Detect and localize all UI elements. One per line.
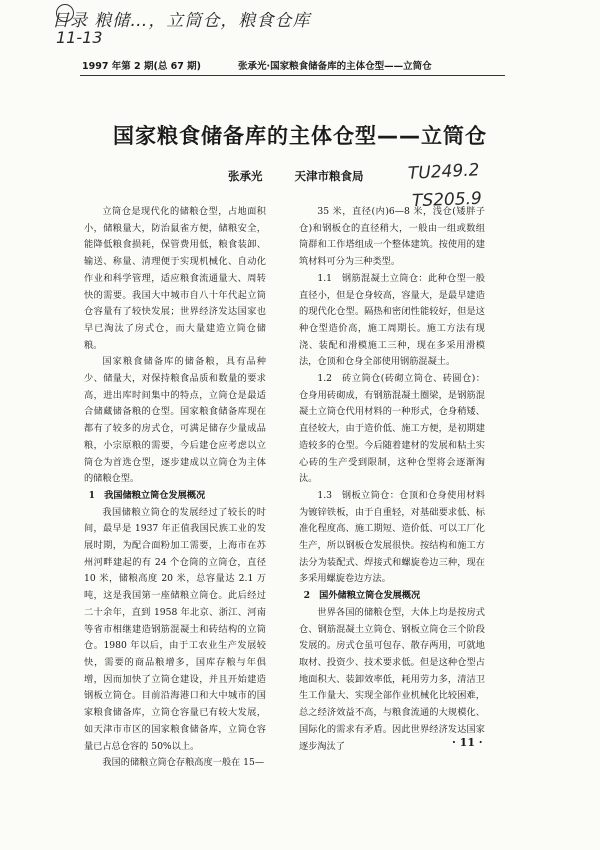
subsection-paragraph: 1.1 钢筋混凝土立筒仓：此种仓型一般直径小，但是仓身较高，容量大，是最早建造的现代化仓型。隔热和密闭性能较好，但是这种仓型造价高，施工周期长。施工方法有现浇、装配和滑模施工三种，现在多采用滑模法，仓顶和仓身全部使用钢筋混凝土。 xyxy=(299,272,485,368)
handwritten-keywords: 目录 粮储…，立筒仓，粮食仓库 xyxy=(52,11,311,31)
subsection-paragraph: 1.3 钢板立筒仓：仓顶和仓身使用材料为镀锌铁板，由于自重轻，对基础要求低、标准化程度高、施工期短、造价低、可以工厂化生产，所以钢板仓发展很快。按结构和施工方法分为装配式、焊接式和螺旋卷边三种，现在多采用螺旋卷边方法。 xyxy=(299,489,485,585)
paragraph: 我国的储粮立筒仓存粮高度一般在 15— xyxy=(102,757,265,769)
author-name: 张承光 xyxy=(228,169,263,183)
header-rule xyxy=(80,75,505,76)
handwritten-classification-2: TS205.9 xyxy=(411,188,483,212)
paragraph: 35 米，直径(内)6—8 米，浅仓(矮胖子仓)和钢板仓的直径稍大，一般由一组或数组筒群和工作塔组成一个整体建筑。按使用的建筑材料可分为三种类型。 xyxy=(299,206,485,268)
article-title: 国家粮食储备库的主体仓型——立筒仓 xyxy=(113,124,487,149)
page-number: · 11 · xyxy=(452,736,483,749)
subsection-paragraph: 1.2 砖立筒仓(砖砌立筒仓、砖圆仓)：仓身用砖砌成，有钢筋混凝土圈梁，是钢筋混凝土立筒仓代用材料的一种形式，仓身稍矮、直径较大，由于造价低、施工方便，是初期建造较多的仓型。今后随着建材的发展和粘土实心砖的生产受到限制，这种仓型将会逐渐淘汰。 xyxy=(299,373,485,485)
paragraph: 立筒仓是现代化的储粮仓型，占地面积小，储粮量大，防治鼠雀方便，储粮安全，能降低粮食损耗，保管费用低，粮食装卸、输送、称量、清理便于实现机械化、自动化作业和科学管理，适应粮食流通量大、周转快的需要。我国大中城市自八十年代起立筒仓容量有了较快发展；世界经济发达国家也早已淘汰了房式仓，而大量建造立筒仓储粮。 xyxy=(84,206,266,351)
running-header-issue: 1997 年第 2 期(总 67 期) xyxy=(82,61,201,72)
running-header-article: 张承光·国家粮食储备库的主体仓型——立筒仓 xyxy=(238,61,432,72)
paragraph: 我国储粮立筒仓的发展经过了较长的时间，最早是 1937 年正值我国民族工业的发展时期，为配合面粉加工需要，上海市在苏州河畔建起的有 24 个仓筒的立筒仓，直径 10 米，储粮高度 20 米，总容量达 2.1 万吨，这是我国第一座储粮立筒仓。此后经过二十余年，直到 1958 年北京、浙江、河南等省市相继建造钢筋混凝土和砖结构的立筒仓。1980 年以后，由于工农业生产发展较快，需要的商品粮增多，国库存粮与年俱增，因而加快了立筒仓建设，并且开始建造钢板立筒仓。目前沿海港口和大中城市的国家粮食储备库，立筒仓容量已有较大发展，如天津市市区的国家粮食储备库，立筒仓容量已占总仓容的 50%以上。 xyxy=(84,506,266,752)
author-affiliation: 天津市粮食局 xyxy=(294,169,364,183)
byline xyxy=(228,168,364,184)
right-column xyxy=(299,204,485,755)
paragraph: 国家粮食储备库的储备粮，具有品种少、储量大，对保持粮食品质和数量的要求高，进出库时间集中的特点，立筒仓是最适合储藏储备粮的仓型。国家粮食储备库现在都有了较多的房式仓，可满足储存少量成品粮，小宗原粮的需要，今后建仓应考虑以立筒仓为首选仓型，逐步建成以立筒仓为主体的储粮仓型。 xyxy=(84,356,266,485)
paragraph: 世界各国的储粮仓型，大体上均是按房式仓、钢筋混凝土立筒仓、钢板立筒仓三个阶段发展的。房式仓虽可包存、散存两用，可就地取材、投资少、技术要求低。但是这种仓型占地面积大、装卸效率低，耗用劳力多，清洁卫生工作量大、实现全部作业机械化比较困难，总之经济效益不高，与粮食流通的大规模化、国际化的需求有矛盾。因此世界经济发达国家逐步淘汰了 xyxy=(299,606,485,752)
section-heading: 2 国外储粮立筒仓发展概况 xyxy=(303,590,421,602)
section-heading: 1 我国储粮立筒仓发展概况 xyxy=(88,489,206,501)
handwritten-page-code: 11-13 xyxy=(56,28,103,47)
left-column xyxy=(84,204,266,772)
handwritten-classification-1: TU249.2 xyxy=(407,160,480,184)
